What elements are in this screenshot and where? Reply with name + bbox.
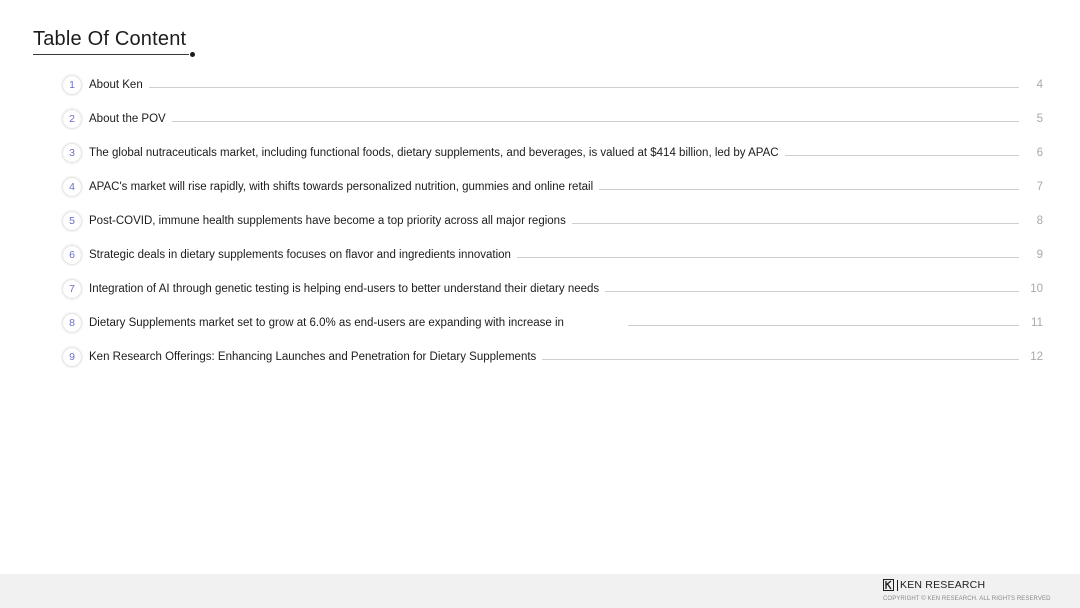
- toc-entry-page: 8: [1036, 215, 1043, 227]
- toc-entry-title: APAC's market will rise rapidly, with shifts towards personalized nutrition, gummies and online retail: [89, 181, 594, 193]
- brand-name: KEN RESEARCH: [900, 579, 986, 591]
- toc-leader-line: [605, 291, 1019, 292]
- page-title: Table Of Content: [33, 28, 187, 50]
- toc-leader-line: [785, 155, 1019, 156]
- toc-leader-line: [517, 257, 1019, 258]
- toc-entry[interactable]: [63, 238, 1043, 272]
- title-dot: [190, 52, 195, 57]
- toc-entry-number: 6: [63, 246, 81, 264]
- brand-separator: [897, 580, 898, 591]
- toc-entry-title: Dietary Supplements market set to grow at 6.0% as end-users are expanding with increase in: [89, 317, 564, 329]
- toc-leader-line: [572, 223, 1019, 224]
- toc-entry-number: 7: [63, 280, 81, 298]
- toc-entry-page: 10: [1030, 283, 1043, 295]
- toc-entry-title: Ken Research Offerings: Enhancing Launches and Penetration for Dietary Supplements: [89, 351, 537, 363]
- toc-entry-title: About Ken: [89, 79, 143, 91]
- toc-entry-page: 9: [1036, 249, 1043, 261]
- toc-entry[interactable]: [63, 306, 1043, 340]
- toc-entry-title: Strategic deals in dietary supplements focuses on flavor and ingredients innovation: [89, 249, 511, 261]
- toc-entry[interactable]: [63, 272, 1043, 306]
- footer-bar: [0, 574, 1080, 608]
- toc-leader-line: [542, 359, 1019, 360]
- toc-entry[interactable]: [63, 204, 1043, 238]
- title-underline: [33, 54, 189, 55]
- table-of-contents: [63, 68, 1043, 374]
- toc-entry-page: 11: [1031, 317, 1043, 329]
- toc-leader-line: [628, 325, 1019, 326]
- toc-entry[interactable]: [63, 340, 1043, 374]
- copyright-text: COPYRIGHT © KEN RESEARCH. ALL RIGHTS RESERVED: [883, 596, 1051, 602]
- toc-entry-number: 5: [63, 212, 81, 230]
- toc-entry-number: 9: [63, 348, 81, 366]
- toc-entry[interactable]: [63, 170, 1043, 204]
- ken-research-logo-icon: [883, 579, 894, 591]
- toc-entry-page: 6: [1036, 147, 1043, 159]
- toc-leader-line: [149, 87, 1019, 88]
- toc-entry-number: 1: [63, 76, 81, 94]
- toc-entry-title: Post-COVID, immune health supplements have become a top priority across all major regions: [89, 215, 566, 227]
- toc-entry-title: Integration of AI through genetic testing is helping end-users to better understand their dietary needs: [89, 283, 600, 295]
- toc-leader-line: [172, 121, 1019, 122]
- toc-entry[interactable]: [63, 102, 1043, 136]
- toc-entry-page: 7: [1036, 181, 1043, 193]
- toc-entry-title: About the POV: [89, 113, 166, 125]
- toc-entry-title: The global nutraceuticals market, including functional foods, dietary supplements, and beverages, is valued at $414 billion, led by APAC: [89, 147, 779, 159]
- toc-entry-number: 4: [63, 178, 81, 196]
- toc-entry-page: 4: [1036, 79, 1043, 91]
- toc-entry[interactable]: [63, 68, 1043, 102]
- toc-leader-line: [599, 189, 1019, 190]
- toc-entry-page: 12: [1030, 351, 1043, 363]
- toc-entry-number: 8: [63, 314, 81, 332]
- toc-entry[interactable]: [63, 136, 1043, 170]
- toc-entry-number: 3: [63, 144, 81, 162]
- toc-entry-page: 5: [1036, 113, 1043, 125]
- brand-logo: [883, 579, 985, 591]
- toc-entry-number: 2: [63, 110, 81, 128]
